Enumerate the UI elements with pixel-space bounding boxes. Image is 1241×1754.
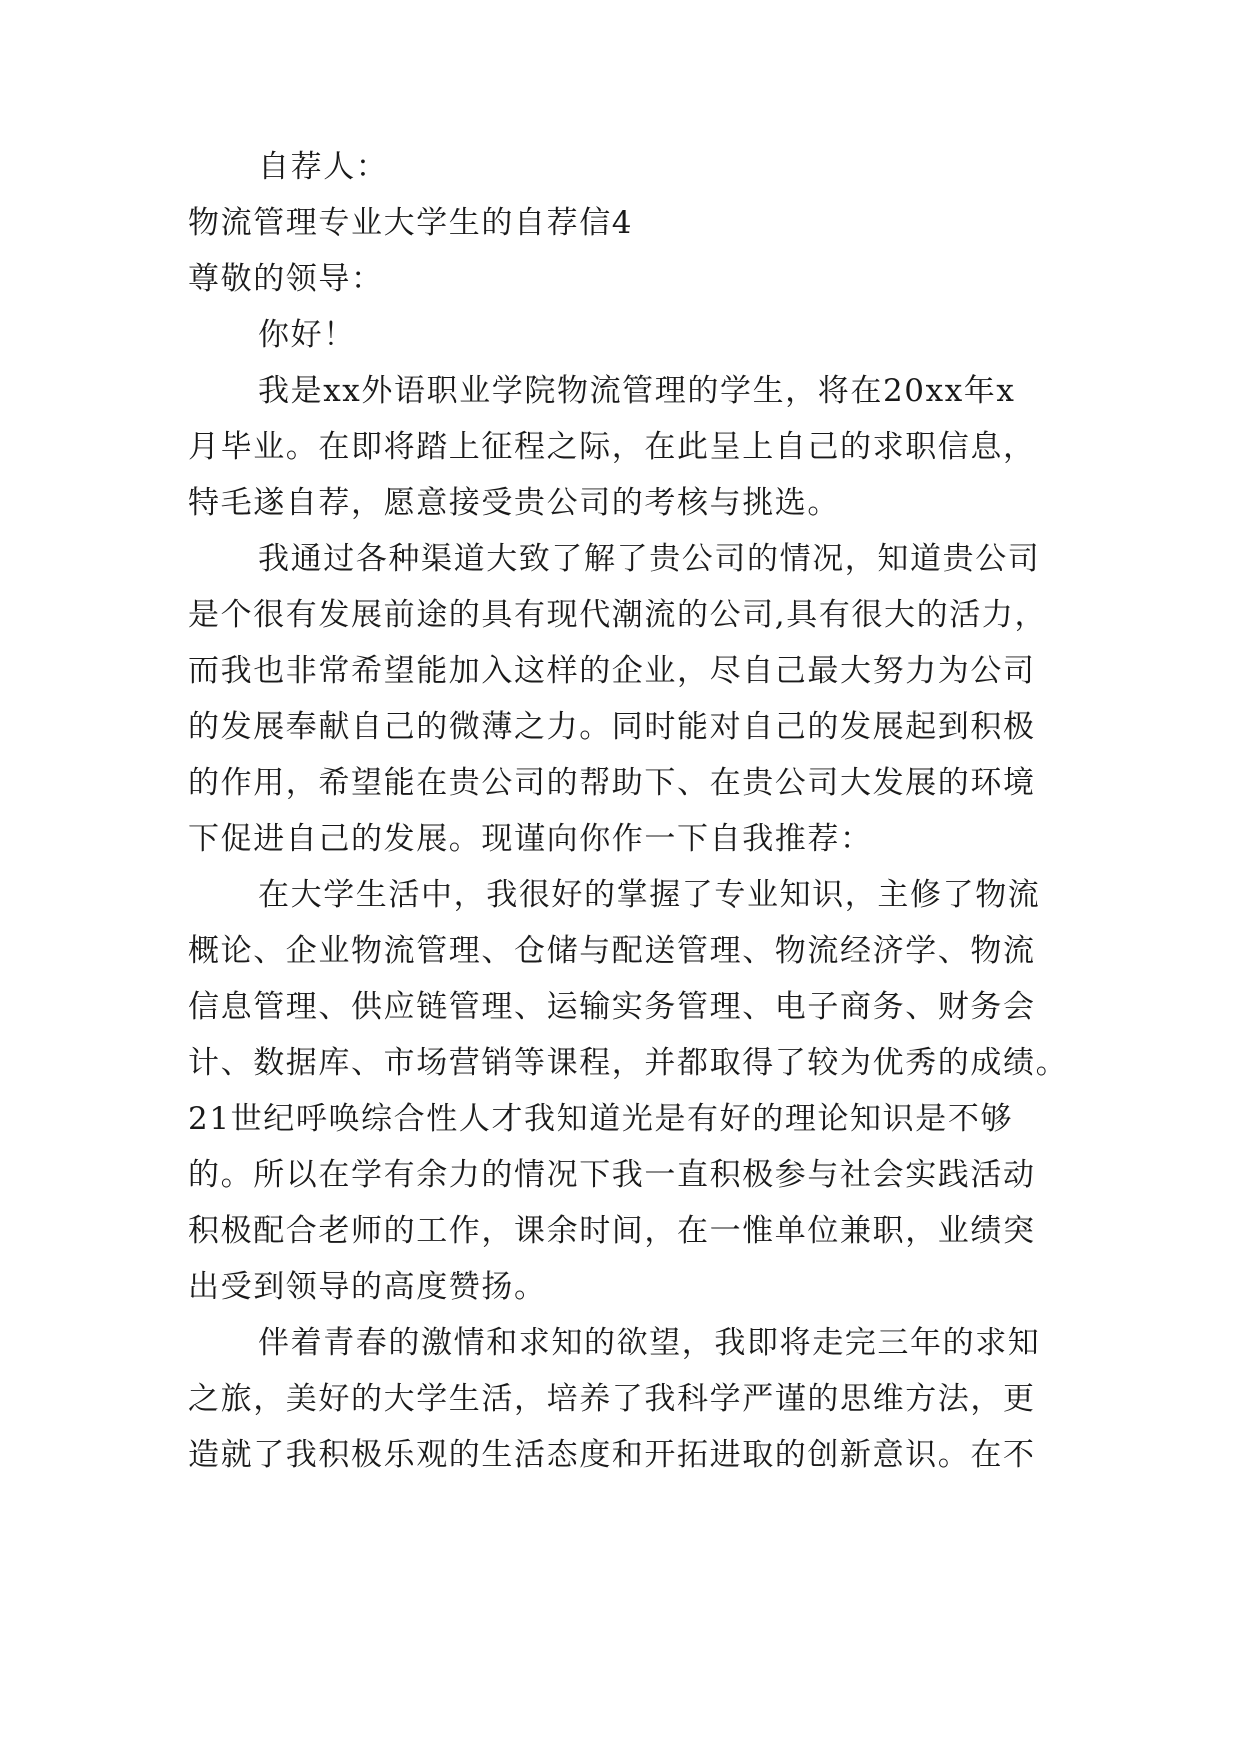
salutation: 尊敬的领导： <box>188 261 384 297</box>
paragraph-line: 造就了我积极乐观的生活态度和开拓进取的创新意识。在不 <box>188 1437 1036 1473</box>
paragraph-line: 伴着青春的激情和求知的欲望，我即将走完三年的求知 <box>258 1325 1041 1361</box>
paragraph-line: 是个很有发展前途的具有现代潮流的公司,具有很大的活力， <box>188 597 1048 633</box>
paragraph-line: 的。所以在学有余力的情况下我一直积极参与社会实践活动 <box>188 1157 1036 1193</box>
signature-line: 自荐人： <box>258 149 389 185</box>
paragraph-line: 我是xx外语职业学院物流管理的学生，将在20xx年x <box>258 373 1016 409</box>
greeting: 你好！ <box>258 317 356 353</box>
paragraph-line: 积极配合老师的工作，课余时间，在一惟单位兼职，业绩突 <box>188 1213 1036 1249</box>
paragraph-line: 我通过各种渠道大致了解了贵公司的情况，知道贵公司 <box>258 541 1041 577</box>
paragraph-line: 信息管理、供应链管理、运输实务管理、电子商务、财务会 <box>188 989 1036 1025</box>
paragraph-line: 特毛遂自荐，愿意接受贵公司的考核与挑选。 <box>188 485 840 521</box>
letter-title: 物流管理专业大学生的自荐信4 <box>188 205 634 241</box>
paragraph-line: 概论、企业物流管理、仓储与配送管理、物流经济学、物流 <box>188 933 1036 969</box>
paragraph-line: 出受到领导的高度赞扬。 <box>188 1269 547 1305</box>
paragraph-line: 的发展奉献自己的微薄之力。同时能对自己的发展起到积极 <box>188 709 1036 745</box>
paragraph-line: 在大学生活中，我很好的掌握了专业知识，主修了物流 <box>258 877 1041 913</box>
paragraph-line: 下促进自己的发展。现谨向你作一下自我推荐： <box>188 821 873 857</box>
paragraph-line: 之旅，美好的大学生活，培养了我科学严谨的思维方法，更 <box>188 1381 1036 1417</box>
paragraph-line: 21世纪呼唤综合性人才我知道光是有好的理论知识是不够 <box>188 1101 1014 1137</box>
paragraph-line: 而我也非常希望能加入这样的企业，尽自己最大努力为公司 <box>188 653 1036 689</box>
paragraph-line: 计、数据库、市场营销等课程，并都取得了较为优秀的成绩。 <box>188 1045 1069 1081</box>
paragraph-line: 的作用，希望能在贵公司的帮助下、在贵公司大发展的环境 <box>188 765 1036 801</box>
paragraph-line: 月毕业。在即将踏上征程之际，在此呈上自己的求职信息， <box>188 429 1036 465</box>
